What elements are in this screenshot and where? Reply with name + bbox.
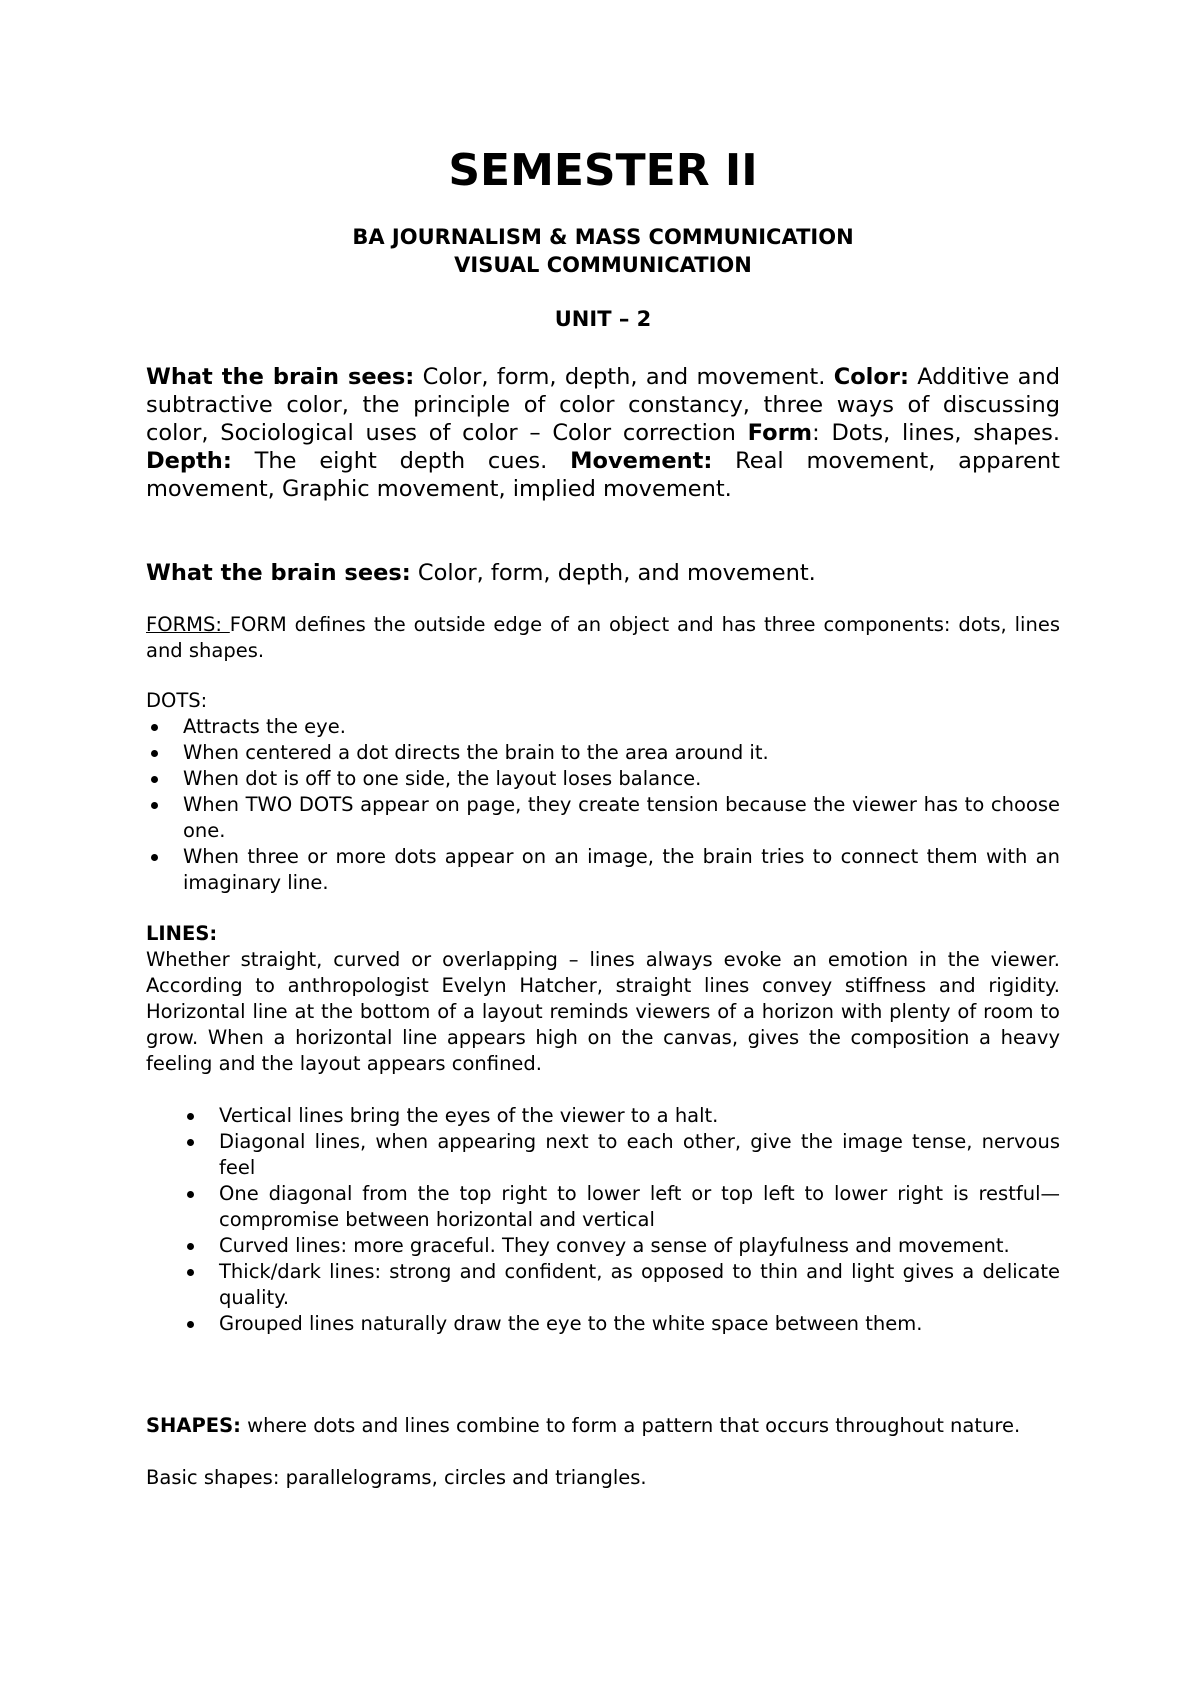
list-item xyxy=(146,766,1060,792)
list-item xyxy=(146,792,1060,844)
lead-heading xyxy=(146,558,1060,588)
form-label: Form xyxy=(747,420,813,446)
brain-sees-label: What the brain sees: xyxy=(146,364,415,390)
bullet-icon xyxy=(151,750,158,757)
bullet-icon xyxy=(151,854,158,861)
brain-sees-text: Color, form, depth, and movement. xyxy=(414,364,834,390)
dots-heading: DOTS: xyxy=(146,689,208,712)
shapes-label: SHAPES: xyxy=(146,1414,241,1437)
movement-text: Real movement, apparent movement, Graphic movement, implied movement. xyxy=(146,448,1060,502)
list-item xyxy=(146,844,1060,896)
bullet-icon xyxy=(187,1191,194,1198)
list-item xyxy=(146,714,1060,740)
unit-heading: UNIT – 2 xyxy=(554,307,652,331)
bullet-icon xyxy=(187,1139,194,1146)
list-item-text: Attracts the eye. xyxy=(183,715,346,738)
list-item-text: Curved lines: more graceful. They convey a sense of playfulness and movement. xyxy=(219,1234,1010,1257)
page-title: SEMESTER II xyxy=(448,145,758,196)
depth-label: Depth: xyxy=(146,448,232,474)
shapes-text: where dots and lines combine to form a pattern that occurs throughout nature. xyxy=(240,1414,1021,1437)
shapes-paragraph xyxy=(146,1413,1060,1439)
color-label: Color: xyxy=(833,364,909,390)
lines-heading: LINES: xyxy=(146,922,218,945)
list-item-text: Vertical lines bring the eyes of the viewer to a halt. xyxy=(219,1104,719,1127)
forms-label: FORMS: xyxy=(146,613,230,636)
list-item-text: One diagonal from the top right to lower left or top left to lower right is restful—compromise between horizontal and vertical xyxy=(219,1182,1060,1231)
list-item-text: When three or more dots appear on an image, the brain tries to connect them with an imaginary line. xyxy=(183,845,1060,894)
forms-text: FORM defines the outside edge of an object and has three components: dots, lines and shapes. xyxy=(146,613,1060,662)
list-item-text: When TWO DOTS appear on page, they create tension because the viewer has to choose one. xyxy=(183,793,1060,842)
bullet-icon xyxy=(187,1321,194,1328)
list-item xyxy=(146,1129,1060,1181)
list-item-text: Grouped lines naturally draw the eye to the white space between them. xyxy=(219,1312,923,1335)
list-item-text: Diagonal lines, when appearing next to each other, give the image tense, nervous feel xyxy=(219,1130,1060,1179)
form-text: : Dots, lines, shapes. xyxy=(812,420,1060,446)
list-item xyxy=(146,1259,1060,1311)
color-text: Additive and subtractive color, the principle of color constancy, three ways of discussing color, Sociological uses of color – Color correction xyxy=(146,364,1060,446)
syllabus-paragraph xyxy=(146,363,1060,503)
lines-paragraph: Whether straight, curved or overlapping – lines always evoke an emotion in the viewer. According to anthropologist Evelyn Hatcher, straight lines convey stiffness and rigidity. Horizontal line at the bottom of a layout reminds viewers of a horizon with plenty of room to grow. When a horizontal line appears high on the canvas, gives the composition a heavy feeling and the layout appears confined. xyxy=(146,948,1060,1075)
lead-label: What the brain sees: xyxy=(146,560,411,586)
list-item-text: When dot is off to one side, the layout loses balance. xyxy=(183,767,702,790)
course-heading: VISUAL COMMUNICATION xyxy=(454,253,752,277)
bullet-icon xyxy=(151,802,158,809)
list-item xyxy=(146,740,1060,766)
bullet-icon xyxy=(151,724,158,731)
depth-text: The eight depth cues. xyxy=(231,448,571,474)
lines-list xyxy=(146,1103,1060,1337)
basic-shapes-line: Basic shapes: parallelograms, circles and triangles. xyxy=(146,1466,647,1489)
bullet-icon xyxy=(151,776,158,783)
bullet-icon xyxy=(187,1113,194,1120)
movement-label: Movement: xyxy=(570,448,713,474)
list-item xyxy=(146,1233,1060,1259)
list-item-text: When centered a dot directs the brain to the area around it. xyxy=(183,741,769,764)
program-heading: BA JOURNALISM & MASS COMMUNICATION xyxy=(352,225,854,249)
list-item xyxy=(146,1311,1060,1337)
lead-text: Color, form, depth, and movement. xyxy=(410,560,816,586)
list-item xyxy=(146,1181,1060,1233)
forms-paragraph xyxy=(146,612,1060,664)
list-item-text: Thick/dark lines: strong and confident, as opposed to thin and light gives a delicate quality. xyxy=(219,1260,1060,1309)
dots-list xyxy=(146,714,1060,896)
bullet-icon xyxy=(187,1243,194,1250)
list-item xyxy=(146,1103,1060,1129)
bullet-icon xyxy=(187,1269,194,1276)
